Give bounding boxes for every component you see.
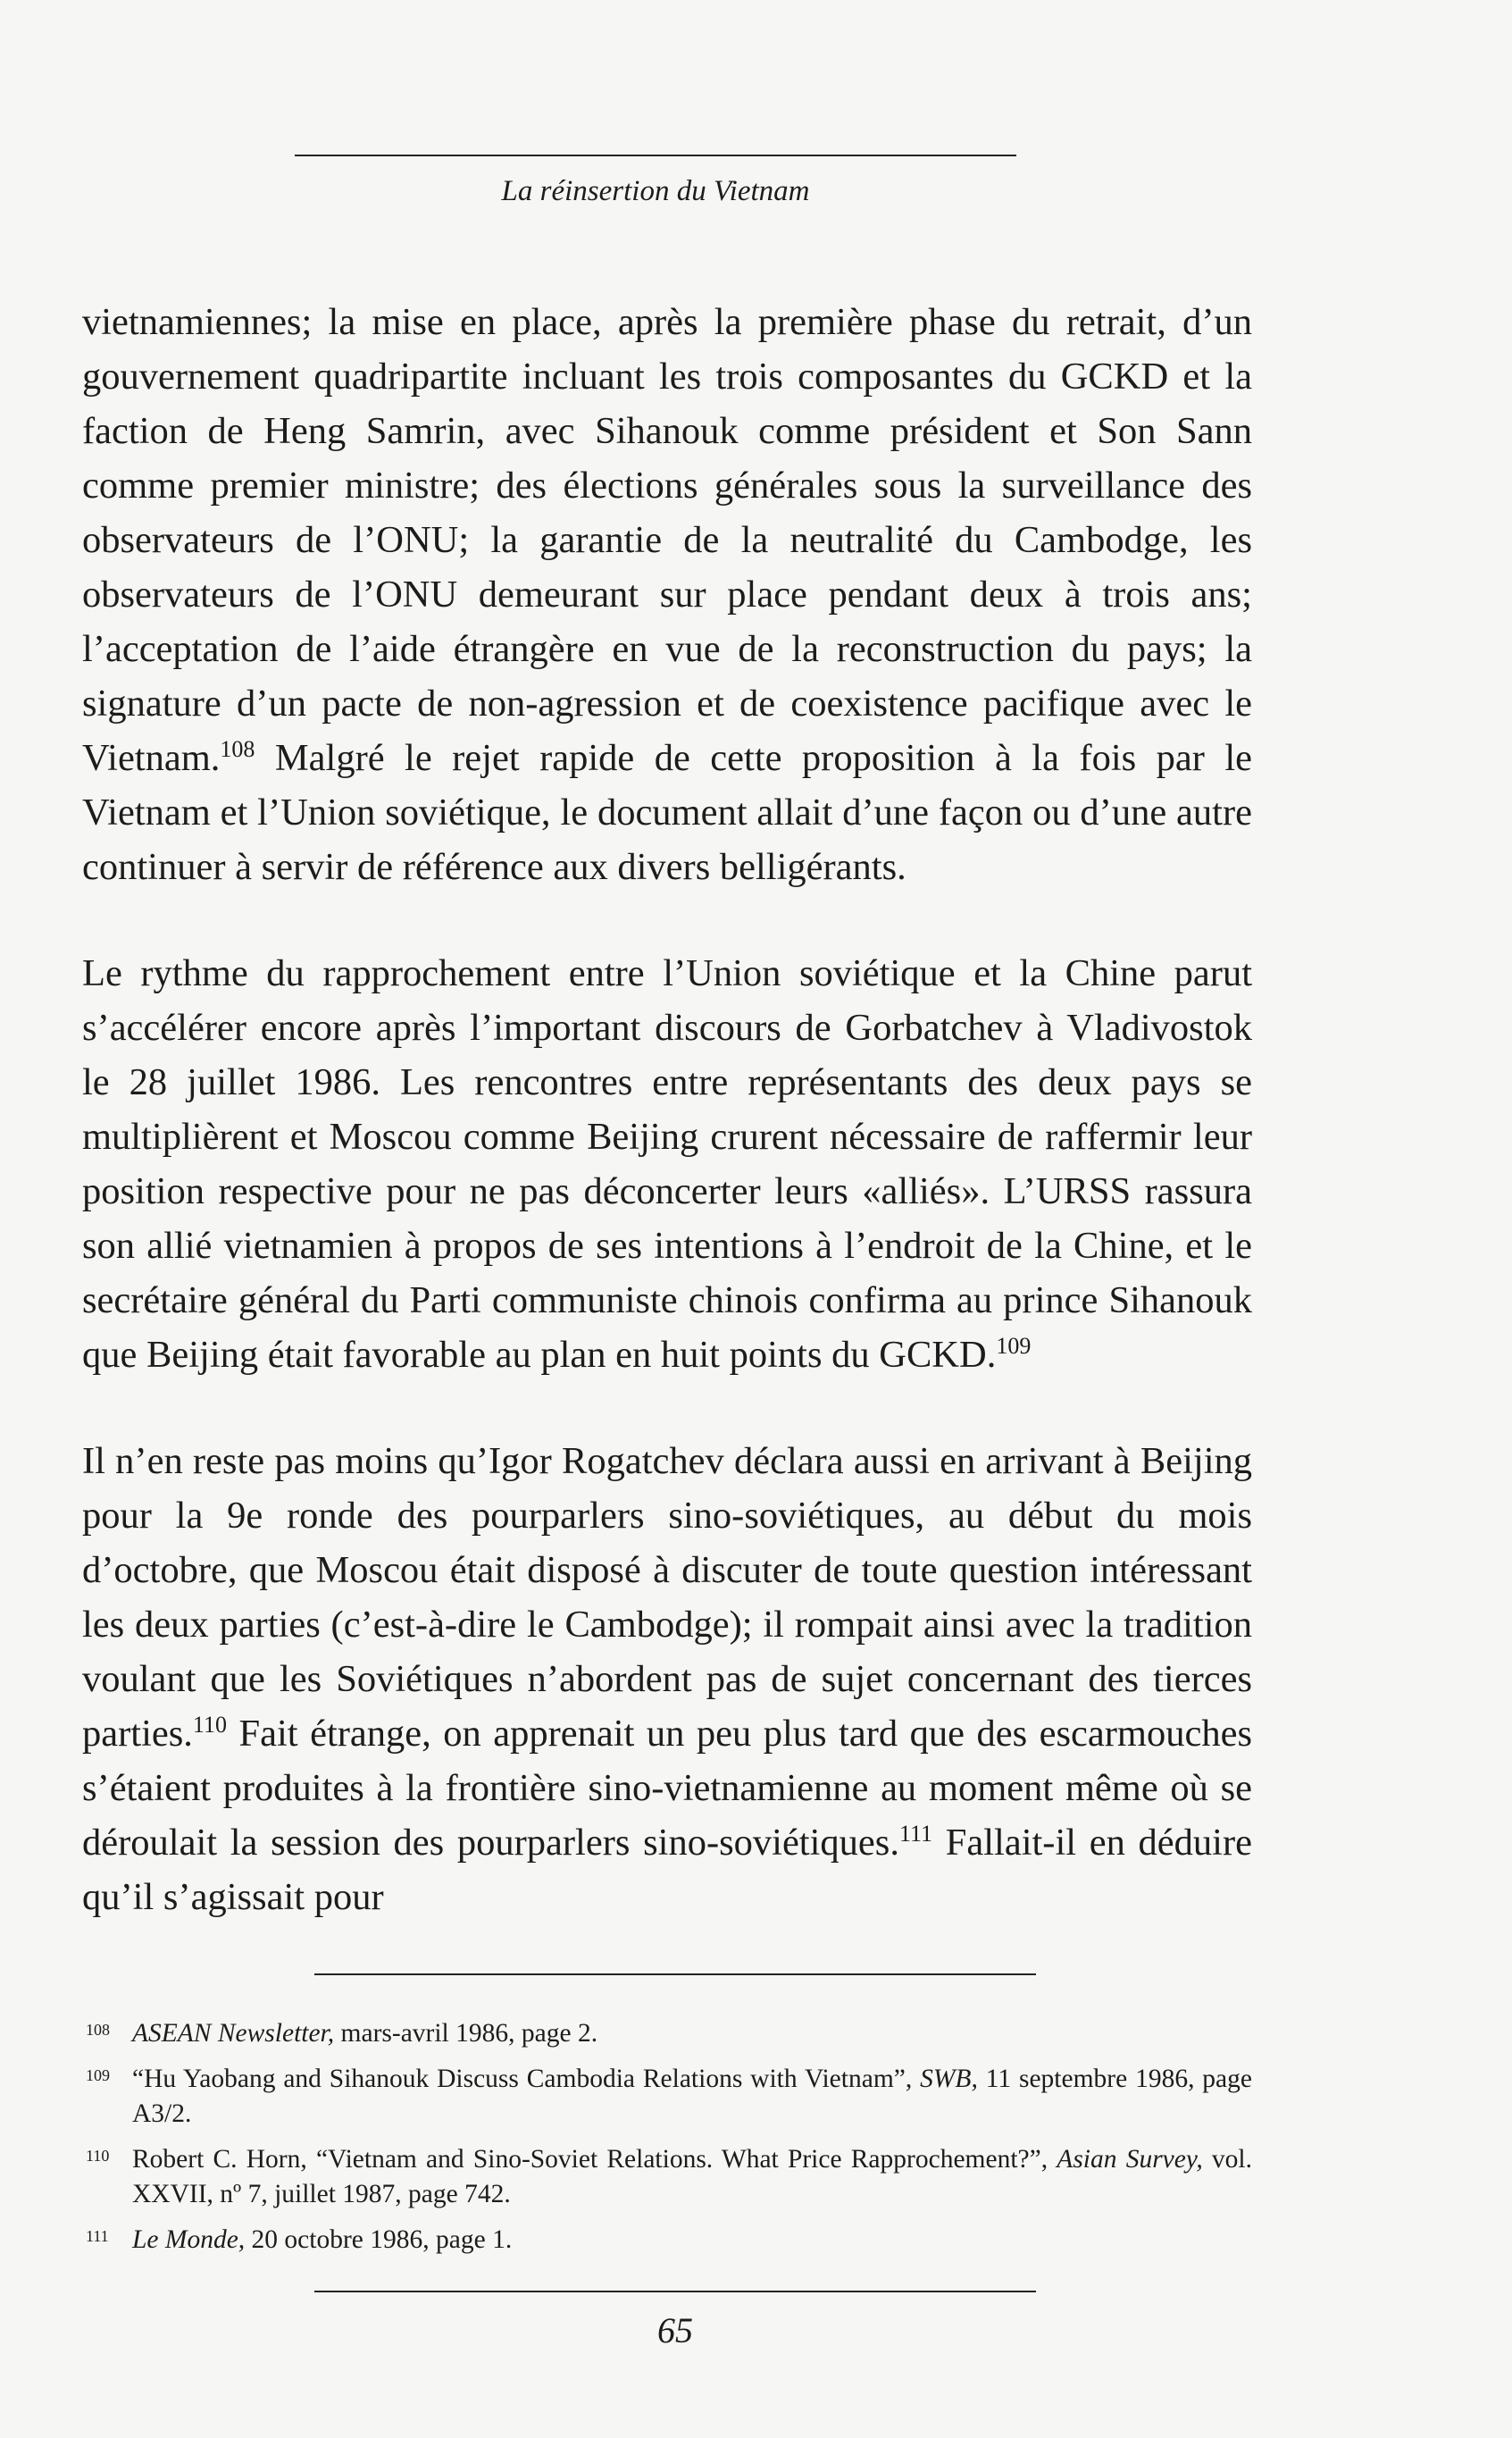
paragraph-text: Le rythme du rapprochement entre l’Union soviétique et la Chine parut s’accélérer encore après l’important discours de Gorbatchev à Vladivostok le 28 juillet 1986. Les rencontres entre représentants des deux pays se multiplièrent et Moscou comme Beijing crurent nécessaire de raffermir leur position respective pour ne pas déconcerter leurs «alliés». L’URSS rassura son allié vietnamien à propos de ses intentions à l’endroit de la Chine, et le secrétaire général du Parti communiste chinois confirma au prince Sihanouk que Beijing était favorable au plan en huit points du GCKD.: [82, 952, 1252, 1376]
footnote-text: mars-avril 1986, page 2.: [334, 2019, 598, 2048]
footnote-ref: 111: [898, 1821, 933, 1847]
footnote: [82, 2062, 1252, 2132]
paragraph-text: Il n’en reste pas moins qu’Igor Rogatchev déclara aussi en arrivant à Beijing pour la 9e ronde des pourparlers sino-soviétiques, au début du mois d’octobre, que Moscou était disposé à discuter de toute question intéressant les deux parties (c’est-à-dire le Cambodge); il rompait ainsi avec la tradition voulant que les Soviétiques n’abordent pas de sujet concernant des tierces parties.: [82, 1440, 1252, 1755]
paragraph-2: [82, 946, 1252, 1382]
footer-rule: [314, 2291, 1036, 2292]
paragraph-text: Fallait-il en déduire qu’il s’agissait pour: [82, 1822, 1252, 1918]
page-number: 65: [657, 2310, 693, 2350]
paragraph-text: Malgré le rejet rapide de cette proposition à la fois par le Vietnam et l’Union soviétique, le document allait d’une façon ou d’une autre continuer à servir de référence aux divers belligérants.: [82, 737, 1252, 888]
footnote-text: 20 octobre 1986, page 1.: [245, 2225, 513, 2254]
paragraph-text: Fait étrange, on apprenait un peu plus tard que des escarmouches s’étaient produites à la frontière sino-vietnamienne au moment même où se déroulait la session des pourparlers sino-soviétiques.: [82, 1713, 1252, 1864]
paragraph-3: [82, 1434, 1252, 1924]
footnote-text: Robert C. Horn, “Vietnam and Sino-Soviet Relations. What Price Rapprochement?”,: [132, 2145, 1057, 2174]
header-rule: [295, 155, 1016, 156]
footnote-ref: 109: [996, 1333, 1032, 1359]
footnote-rule: [314, 1973, 1036, 1975]
footnote-italic: SWB,: [920, 2065, 978, 2093]
footnote-ref: 108: [220, 736, 255, 762]
paragraph-text: vietnamiennes; la mise en place, après la première phase du retrait, d’un gouvernement quadripartite incluant les trois composantes du GCKD et la faction de Heng Samrin, avec Sihanouk comme président et Son Sann comme premier ministre; des élections générales sous la surveillance des observateurs de l’ONU; la garantie de la neutralité du Cambodge, les observateurs de l’ONU demeurant sur place pendant deux à trois ans; l’acceptation de l’aide étrangère en vue de la reconstruction du pays; la signature d’un pacte de non-agression et de coexistence pacifique avec le Vietnam.: [82, 301, 1252, 779]
footnote-ref: 110: [192, 1712, 227, 1738]
footnote-text: 11 septembre 1986, page A3/2.: [132, 2065, 1252, 2128]
footnote-italic: Asian Survey,: [1057, 2145, 1203, 2174]
footnote: [82, 2016, 1252, 2051]
running-head: La réinsertion du Vietnam: [501, 175, 810, 207]
body-text: [82, 295, 1252, 1924]
footnote-text: “Hu Yaobang and Sihanouk Discuss Cambodia Relations with Vietnam”,: [132, 2065, 921, 2093]
footnotes: [82, 2016, 1252, 2268]
footnote-italic: Le Monde,: [132, 2225, 246, 2254]
footnote-number: 109: [86, 2066, 110, 2084]
footnote: [82, 2142, 1252, 2212]
footnote-text: vol. XXVII, nº 7, juillet 1987, page 742.: [132, 2145, 1252, 2208]
paragraph-1: [82, 295, 1252, 894]
footnote: [82, 2223, 1252, 2258]
footnote-number: 110: [86, 2147, 110, 2165]
footnote-italic: ASEAN Newsletter,: [132, 2019, 335, 2048]
footnote-number: 111: [86, 2227, 109, 2245]
footnote-number: 108: [86, 2021, 110, 2039]
